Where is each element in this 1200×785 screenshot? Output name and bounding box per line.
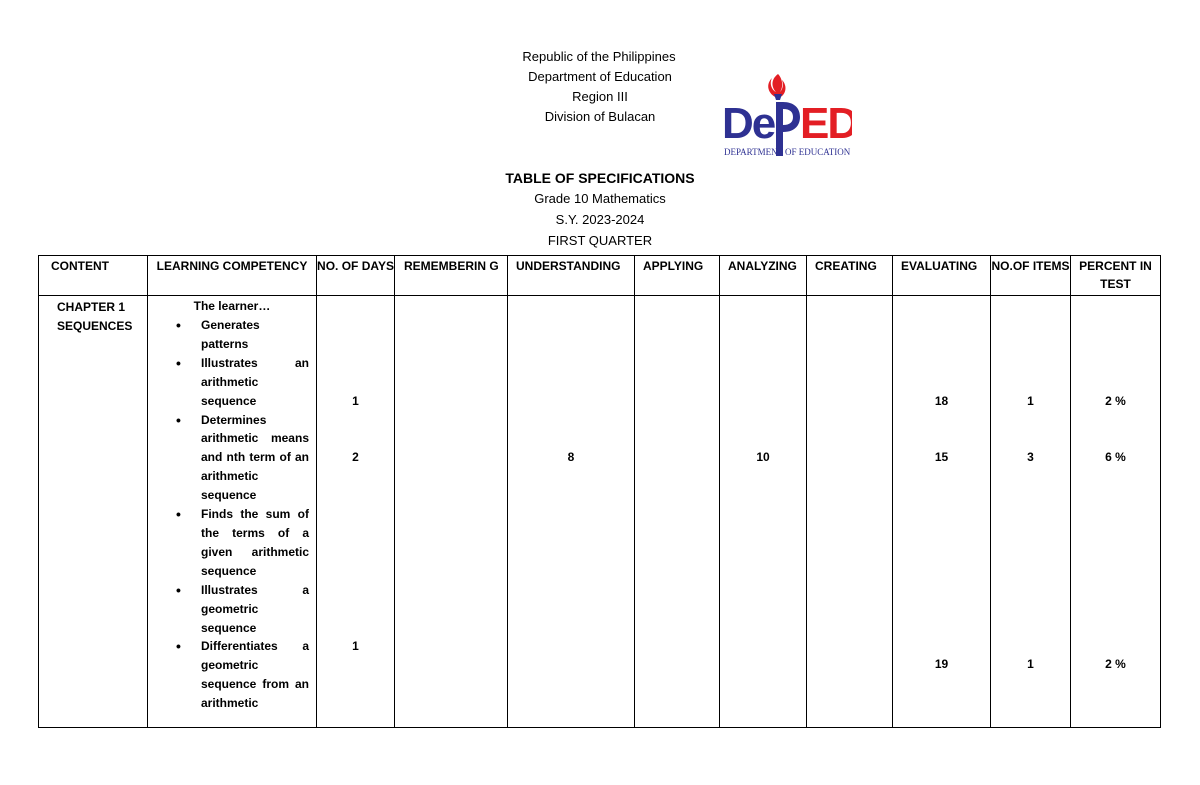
evaluating-value: 15 xyxy=(934,450,949,464)
logo-subtitle-left: DEPARTMENT xyxy=(724,147,784,157)
header-creating: CREATING xyxy=(807,256,893,296)
evaluating-cell xyxy=(893,296,991,728)
competency-cell xyxy=(148,296,317,728)
table-row xyxy=(39,296,1161,728)
deped-logo xyxy=(720,70,852,162)
creating-cell xyxy=(807,296,893,728)
percent-value: 6 % xyxy=(1105,450,1126,464)
logo-wordmark-right: ED xyxy=(800,99,852,148)
content-cell xyxy=(39,296,148,728)
applying-cell xyxy=(635,296,720,728)
header-no-of-items: NO.OF ITEMS xyxy=(991,256,1071,296)
header-percent-in-test: PERCENT IN TEST xyxy=(1071,256,1161,296)
days-value: 1 xyxy=(352,394,359,408)
items-value: 3 xyxy=(1027,450,1034,464)
understanding-value: 8 xyxy=(567,450,575,464)
analyzing-value: 10 xyxy=(756,450,770,464)
school-year-line: S.Y. 2023-2024 xyxy=(555,212,645,227)
percent-value: 2 % xyxy=(1105,394,1126,408)
understanding-cell xyxy=(508,296,635,728)
list-item: • Finds the sum of the terms of a given arithmetic sequence xyxy=(148,505,316,581)
list-item: • Illustrates a geometric sequence xyxy=(148,581,316,638)
document-titles xyxy=(0,168,1200,251)
header-evaluating: EVALUATING xyxy=(893,256,991,296)
header-region: Region III xyxy=(572,89,628,104)
letterhead xyxy=(0,47,1200,127)
header-content: CONTENT xyxy=(39,256,148,296)
table-header-row xyxy=(39,256,1161,296)
specifications-table xyxy=(38,255,1161,728)
items-cell xyxy=(991,296,1071,728)
list-item: • Differentiates a geometric sequence from an arithmetic xyxy=(148,637,316,713)
list-item: • Illustrates an arithmetic sequence xyxy=(148,354,316,411)
header-division: Division of Bulacan xyxy=(544,109,656,124)
analyzing-cell xyxy=(720,296,807,728)
header-applying: APPLYING xyxy=(635,256,720,296)
items-value: 1 xyxy=(1027,657,1034,671)
competency-list xyxy=(148,316,316,713)
header-remembering: REMEMBERIN G xyxy=(395,256,508,296)
evaluating-value: 18 xyxy=(934,394,949,408)
evaluating-value: 19 xyxy=(934,657,949,671)
days-cell xyxy=(317,296,395,728)
document-title: TABLE OF SPECIFICATIONS xyxy=(505,170,695,186)
logo-wordmark-left: De xyxy=(722,99,775,148)
days-value: 2 xyxy=(352,450,359,464)
header-no-of-days: NO. OF DAYS xyxy=(317,256,395,296)
percent-value: 2 % xyxy=(1105,657,1126,671)
chapter-label: CHAPTER 1 xyxy=(57,300,126,314)
items-value: 1 xyxy=(1027,394,1034,408)
chapter-topic: SEQUENCES xyxy=(57,319,133,333)
list-item: • Determines arithmetic means and nth term of an arithmetic sequence xyxy=(148,411,316,506)
list-item: • Generates patterns xyxy=(148,316,316,354)
remembering-cell xyxy=(395,296,508,728)
percent-cell xyxy=(1071,296,1161,728)
days-value: 1 xyxy=(352,639,359,653)
header-republic: Republic of the Philippines xyxy=(522,49,676,64)
header-understanding: UNDERSTANDING xyxy=(508,256,635,296)
subject-line: Grade 10 Mathematics xyxy=(534,191,666,206)
header-analyzing: ANALYZING xyxy=(720,256,807,296)
logo-subtitle-right: OF EDUCATION xyxy=(785,147,851,157)
quarter-line: FIRST QUARTER xyxy=(547,233,653,248)
competency-lead: The learner… xyxy=(193,299,271,313)
header-department: Department of Education xyxy=(528,69,672,84)
header-learning-competency: LEARNING COMPETENCY xyxy=(148,256,317,296)
